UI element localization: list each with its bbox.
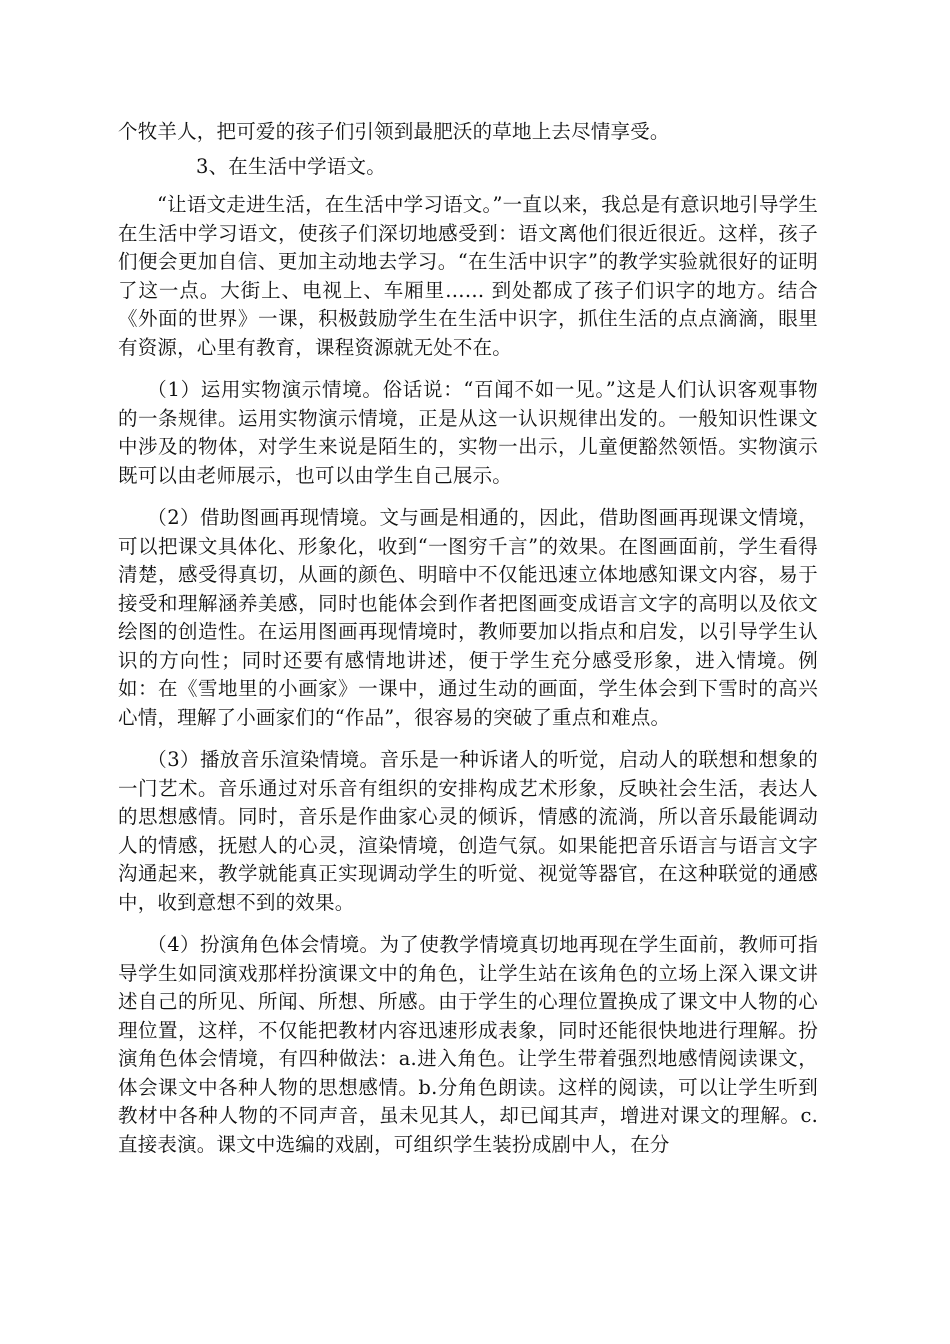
section-heading: 3、在生活中学语文。 [196, 154, 386, 178]
paragraph-item-1: （1）运用实物演示情境。俗话说：“百闻不如一见。”这是人们认识客观事物的一条规律。运用实物演示情境，正是从这一认识规律出发的。一般知识性课文中涉及的物体，对学生来说是陌生的，实物一出示，儿童便豁然领悟。实物演示既可以由老师展示，也可以由学生自己展示。 [118, 378, 818, 487]
paragraph-continuation: 个牧羊人，把可爱的孩子们引领到最肥沃的草地上去尽情享受。 [118, 120, 670, 143]
paragraph-life-learning: “让语文走进生活，在生活中学习语文。”一直以来，我总是有意识地引导学生在生活中学习语文，使孩子们深切地感受到：语文离他们很近很近。这样，孩子们便会更加自信、更加主动地去学习。“在生活中识字”的教学实验就很好的证明了这一点。大街上、电视上、车厢里…… 到处都成了孩子们识字的地方。结合《外面的世界》一课，积极鼓励学生在生活中识字，抓住生活的点点滴滴，眼里有资源，心里有教育，课程资源就无处不在。 [118, 193, 818, 359]
paragraph-item-2: （2）借助图画再现情境。文与画是相通的，因此，借助图画再现课文情境，可以把课文具体化、形象化，收到“一图穷千言”的效果。在图画面前，学生看得清楚，感受得真切，从画的颜色、明暗中不仅能迅速立体地感知课文内容，易于接受和理解涵养美感，同时也能体会到作者把图画变成语言文字的高明以及依文绘图的创造性。在运用图画再现情境时，教师要加以指点和启发，以引导学生认识的方向性；同时还要有感情地讲述，便于学生充分感受形象，进入情境。例如：在《雪地里的小画家》一课中，通过生动的画面，学生体会到下雪时的高兴心情，理解了小画家们的“作品”，很容易的突破了重点和难点。 [118, 506, 818, 729]
document-page [118, 118, 818, 1159]
paragraph-item-4: （4）扮演角色体会情境。为了使教学情境真切地再现在学生面前，教师可指导学生如同演戏那样扮演课文中的角色，让学生站在该角色的立场上深入课文讲述自己的所见、所闻、所想、所感。由于学生的心理位置换成了课文中人物的心理位置，这样，不仅能把教材内容迅速形成表象，同时还能很快地进行理解。扮演角色体会情境，有四种做法：a.进入角色。让学生带着强烈地感情阅读课文，体会课文中各种人物的思想感情。b.分角色朗读。这样的阅读，可以让学生听到教材中各种人物的不同声音，虽未见其人，却已闻其声，增进对课文的理解。c.直接表演。课文中选编的戏剧，可组织学生装扮成剧中人，在分 [118, 933, 818, 1156]
paragraph-item-3: （3）播放音乐渲染情境。音乐是一种诉诸人的听觉，启动人的联想和想象的一门艺术。音乐通过对乐音有组织的安排构成艺术形象，反映社会生活，表达人的思想感情。同时，音乐是作曲家心灵的倾诉，情感的流淌，所以音乐最能调动人的情感，抚慰人的心灵，渲染情境，创造气氛。如果能把音乐语言与语言文字沟通起来，教学就能真正实现调动学生的听觉、视觉等器官，在这种联觉的通感中，收到意想不到的效果。 [118, 748, 818, 914]
